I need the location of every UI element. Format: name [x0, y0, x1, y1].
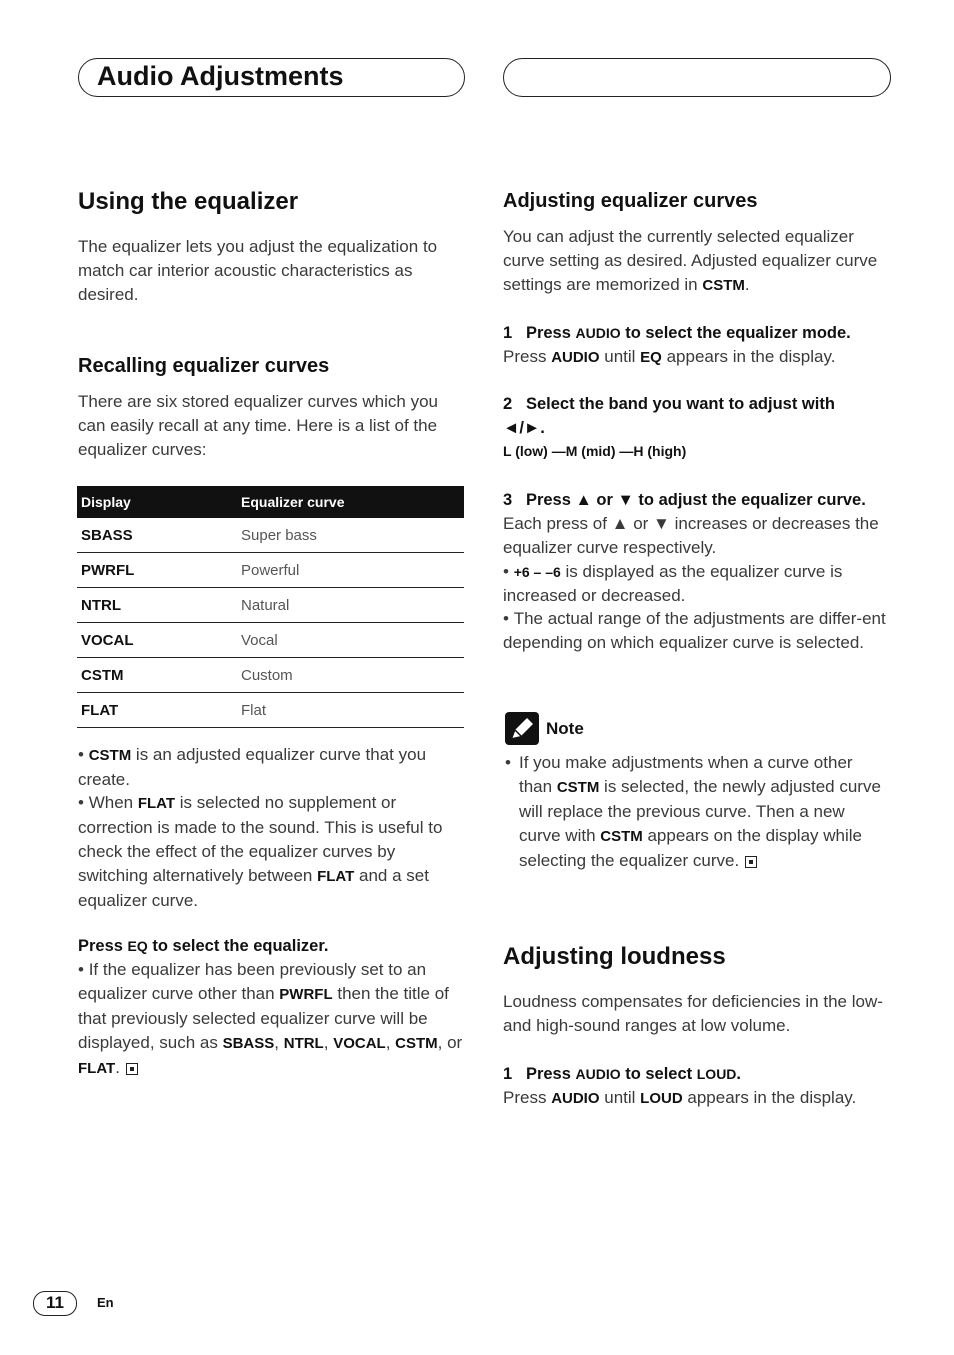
note-pencil-icon	[505, 712, 539, 745]
table-cell-curve: Vocal	[237, 623, 464, 658]
loudness-step-1-title: 1 Press AUDIO to select LOUD.	[503, 1065, 742, 1083]
section-title-using-equalizer: Using the equalizer	[78, 188, 299, 215]
step-3-range-bullet: • +6 – –6 is displayed as the equalizer curve is increased or decreased.	[503, 562, 843, 605]
table-cell-curve: Custom	[237, 658, 464, 693]
step-2-title: 2 Select the band you want to adjust with ◄/►.	[503, 395, 835, 437]
step-3-title: 3 Press ▲ or ▼ to adjust the equalizer curve.	[503, 491, 866, 509]
step-1-title: 1 Press AUDIO to select the equalizer mode.	[503, 324, 851, 342]
previous-curve-bullet: • If the equalizer has been previously set to an equalizer curve other than PWRFL then the title of that previously selected equalizer curve will be displayed, such as SBASS, NTRL, VOCAL, CSTM, or FLAT.	[78, 960, 463, 1077]
table-cell-curve: Natural	[237, 588, 464, 623]
page-title: Audio Adjustments	[97, 61, 344, 91]
table-row	[77, 658, 464, 693]
table-header-display: Display	[77, 486, 237, 518]
step-1-body: Press AUDIO until EQ appears in the display.	[503, 347, 836, 366]
table-row	[77, 518, 464, 553]
table-cell-display: CSTM	[77, 658, 237, 693]
table-header-curve: Equalizer curve	[237, 486, 464, 518]
step-2-bands: L (low) —M (mid) —H (high)	[503, 443, 687, 459]
table-row	[77, 553, 464, 588]
table-cell-curve: Flat	[237, 693, 464, 728]
subsection-title-adjusting-curves: Adjusting equalizer curves	[503, 190, 758, 212]
equalizer-curves-table	[77, 486, 464, 728]
note-label: Note	[546, 719, 584, 738]
table-cell-display: PWRFL	[77, 553, 237, 588]
intro-paragraph: The equalizer lets you adjust the equalization to match car interior acoustic characteristics as desired.	[78, 237, 438, 304]
end-mark-icon	[126, 1063, 138, 1075]
step-3-actual-range-bullet: • The actual range of the adjustments are differ-ent depending on which equalizer curve is selected.	[503, 609, 886, 652]
table-cell-curve: Powerful	[237, 553, 464, 588]
adjust-paragraph: You can adjust the currently selected equalizer curve setting as desired. Adjusted equalizer curve settings are memorized in CSTM.	[503, 227, 878, 294]
page-number-badge	[33, 1291, 77, 1316]
loudness-paragraph: Loudness compensates for deficiencies in the low- and high-sound ranges at low volume.	[503, 992, 883, 1035]
table-row	[77, 588, 464, 623]
step-3-body: Each press of ▲ or ▼ increases or decreases the equalizer curve respectively.	[503, 514, 879, 557]
table-cell-curve: Super bass	[237, 518, 464, 553]
header-right-box	[503, 58, 891, 97]
press-eq-instruction: Press EQ to select the equalizer.	[78, 937, 329, 955]
table-cell-display: FLAT	[77, 693, 237, 728]
header-title-box	[78, 58, 465, 97]
table-row	[77, 623, 464, 658]
table-cell-display: SBASS	[77, 518, 237, 553]
loudness-step-1-body: Press AUDIO until LOUD appears in the display.	[503, 1088, 857, 1107]
cstm-bullet: • CSTM is an adjusted equalizer curve that you create.	[78, 745, 427, 789]
note-text: If you make adjustments when a curve other than CSTM is selected, the newly adjusted curve will replace the previous curve. Then a new curve with CSTM appears on the display while selecting the equalizer curve.	[519, 753, 881, 870]
table-row	[77, 693, 464, 728]
table-header-row	[77, 486, 464, 518]
end-mark-icon	[745, 856, 757, 868]
table-cell-display: NTRL	[77, 588, 237, 623]
page-number: 11	[46, 1293, 64, 1312]
language-label: En	[97, 1295, 114, 1310]
flat-bullet: • When FLAT is selected no supplement or correction is made to the sound. This is useful to check the effect of the equalizer curves by switching alternatively between FLAT and a set equalizer curve.	[78, 793, 443, 910]
subsection-title-recalling: Recalling equalizer curves	[78, 355, 330, 377]
table-cell-display: VOCAL	[77, 623, 237, 658]
recall-paragraph: There are six stored equalizer curves which you can easily recall at any time. Here is a list of the equalizer curves:	[78, 392, 438, 459]
section-title-adjusting-loudness: Adjusting loudness	[503, 943, 726, 970]
note-bullet-marker: •	[505, 753, 511, 772]
